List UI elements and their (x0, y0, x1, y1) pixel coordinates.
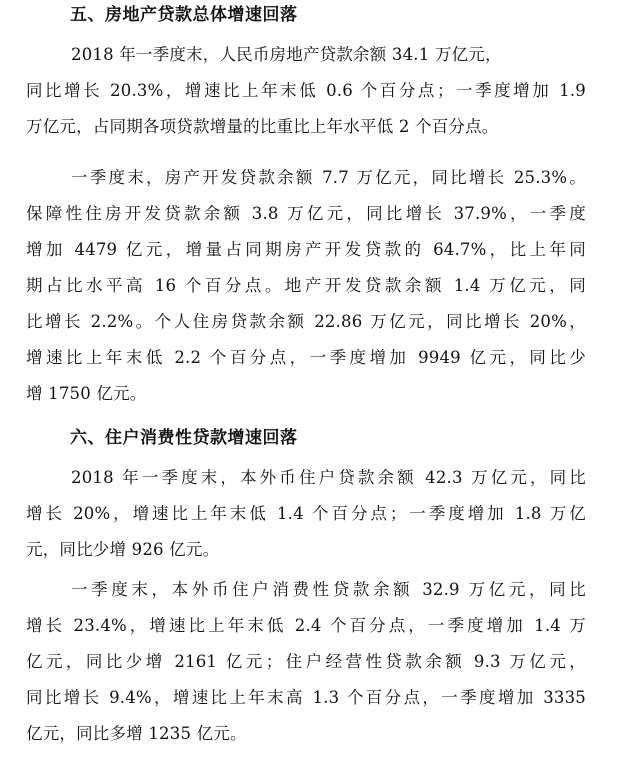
text-line: 期占比水平高 16 个百分点。地产开发贷款余额 1.4 万亿元，同 (26, 276, 586, 295)
text-line: 亿元，同比多增 1235 亿元。 (26, 724, 247, 743)
text-line: 2018 年一季度末，本外币住户贷款余额 42.3 万亿元，同比 (71, 468, 586, 487)
text-line: 一季度末，房产开发贷款余额 7.7 万亿元，同比增长 25.3%。 (71, 168, 586, 187)
section-5-heading: 五、房地产贷款总体增速回落 (70, 5, 298, 25)
text-line: 一季度末，本外币住户消费性贷款余额 32.9 万亿元，同比 (71, 580, 586, 599)
text-line: 亿元，同比少增 2161 亿元；住户经营性贷款余额 9.3 万亿元， (26, 652, 586, 671)
text-line: 万亿元，占同期各项贷款增量的比重比上年水平低 2 个百分点。 (26, 117, 499, 136)
text-line: 元，同比少增 926 亿元。 (26, 540, 220, 559)
text-line: 比增长 2.2%。个人住房贷款余额 22.86 万亿元，同比增长 20%， (26, 312, 586, 331)
section-5-paragraph-1 (26, 37, 586, 145)
text-line: 2018 年一季度末，人民币房地产贷款余额 34.1 万亿元， (71, 45, 502, 64)
text-line: 增速比上年末低 2.2 个百分点，一季度增加 9949 亿元，同比少 (26, 348, 586, 367)
text-line: 增 1750 亿元。 (26, 384, 147, 403)
section-6-heading: 六、住户消费性贷款增速回落 (70, 428, 298, 448)
text-line: 增长 23.4%，增速比上年末低 2.4 个百分点，一季度增加 1.4 万 (26, 616, 586, 635)
section-5-paragraph-2 (26, 160, 586, 412)
text-line: 增加 4479 亿元，增量占同期房产开发贷款的 64.7%，比上年同 (26, 240, 586, 259)
text-line: 同比增长 9.4%，增速比上年末高 1.3 个百分点，一季度增加 3335 (26, 688, 586, 707)
text-line: 同比增长 20.3%，增速比上年末低 0.6 个百分点；一季度增加 1.9 (26, 81, 586, 100)
text-line: 增长 20%，增速比上年末低 1.4 个百分点；一季度增加 1.8 万亿 (26, 504, 586, 523)
text-line: 保障性住房开发贷款余额 3.8 万亿元，同比增长 37.9%，一季度 (26, 204, 586, 223)
section-6-paragraph-1 (26, 460, 586, 568)
section-6-paragraph-2 (26, 572, 586, 752)
